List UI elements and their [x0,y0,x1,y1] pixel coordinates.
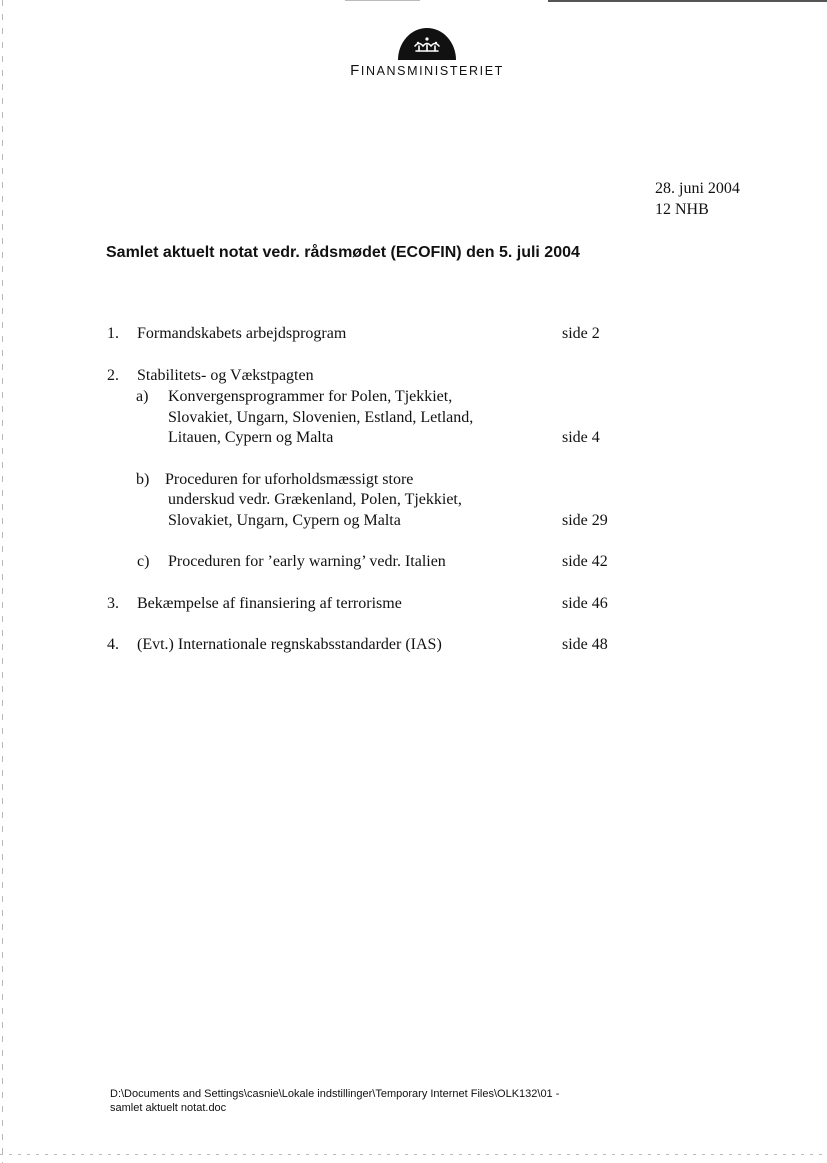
toc-item-number: 1. [107,325,119,342]
toc-subitem-line: underskud vedr. Grækenland, Polen, Tjekkiet, [168,491,462,508]
toc-subitem-line: Proceduren for ’early warning’ vedr. Italien [168,553,446,570]
toc-item-page: side 4 [562,429,600,446]
scan-artifact-top-right [548,0,827,2]
toc-subitem-letter: a) [136,388,149,405]
toc-subitem-letter: b) [136,471,150,488]
toc-item-text: Bekæmpelse af finansiering af terrorisme [137,595,402,612]
toc-item-page: side 46 [562,595,608,612]
file-path-line-1: D:\Documents and Settings\casnie\Lokale indstillinger\Temporary Internet Files\OLK132\01 - [110,1088,560,1100]
toc-subitem-line: Konvergensprogrammer for Polen, Tjekkiet, [168,388,453,405]
toc-item-text: Formandskabets arbejdsprogram [137,325,347,342]
toc-subitem-letter: c) [137,553,150,570]
toc-subitem-line: Slovakiet, Ungarn, Cypern og Malta [168,512,401,529]
toc-item-page: side 42 [562,553,608,570]
ministry-name: FINANSMINISTERIET [350,62,504,79]
toc-item-number: 3. [107,595,119,612]
toc-subitem-line: Slovakiet, Ungarn, Slovenien, Estland, Letland, [168,409,474,426]
toc-item-text: (Evt.) Internationale regnskabsstandarder (IAS) [137,636,442,653]
toc-item-page: side 29 [562,512,608,529]
scan-artifact-left-edge [2,0,3,1163]
toc-subitem-line: Litauen, Cypern og Malta [168,429,334,446]
toc-subitem-line: Proceduren for uforholdsmæssigt store [165,471,414,488]
document-date: 28. juni 2004 [655,180,740,197]
toc-item-number: 2. [107,367,119,384]
toc-item-page: side 2 [562,325,600,342]
toc-item-number: 4. [107,636,119,653]
scan-artifact-top-left [345,0,420,1]
document-title: Samlet aktuelt notat vedr. rådsmødet (ECOFIN) den 5. juli 2004 [106,244,580,261]
scan-artifact-bottom [0,1154,827,1155]
toc-item-page: side 48 [562,636,608,653]
document-reference: 12 NHB [655,201,709,218]
date-block [655,178,740,220]
file-path-line-2: samlet aktuelt notat.doc [110,1102,227,1114]
crown-logo-icon [398,24,456,60]
file-path-footer [110,1087,670,1115]
toc-item-text: Stabilitets- og Vækstpagten [137,367,314,384]
